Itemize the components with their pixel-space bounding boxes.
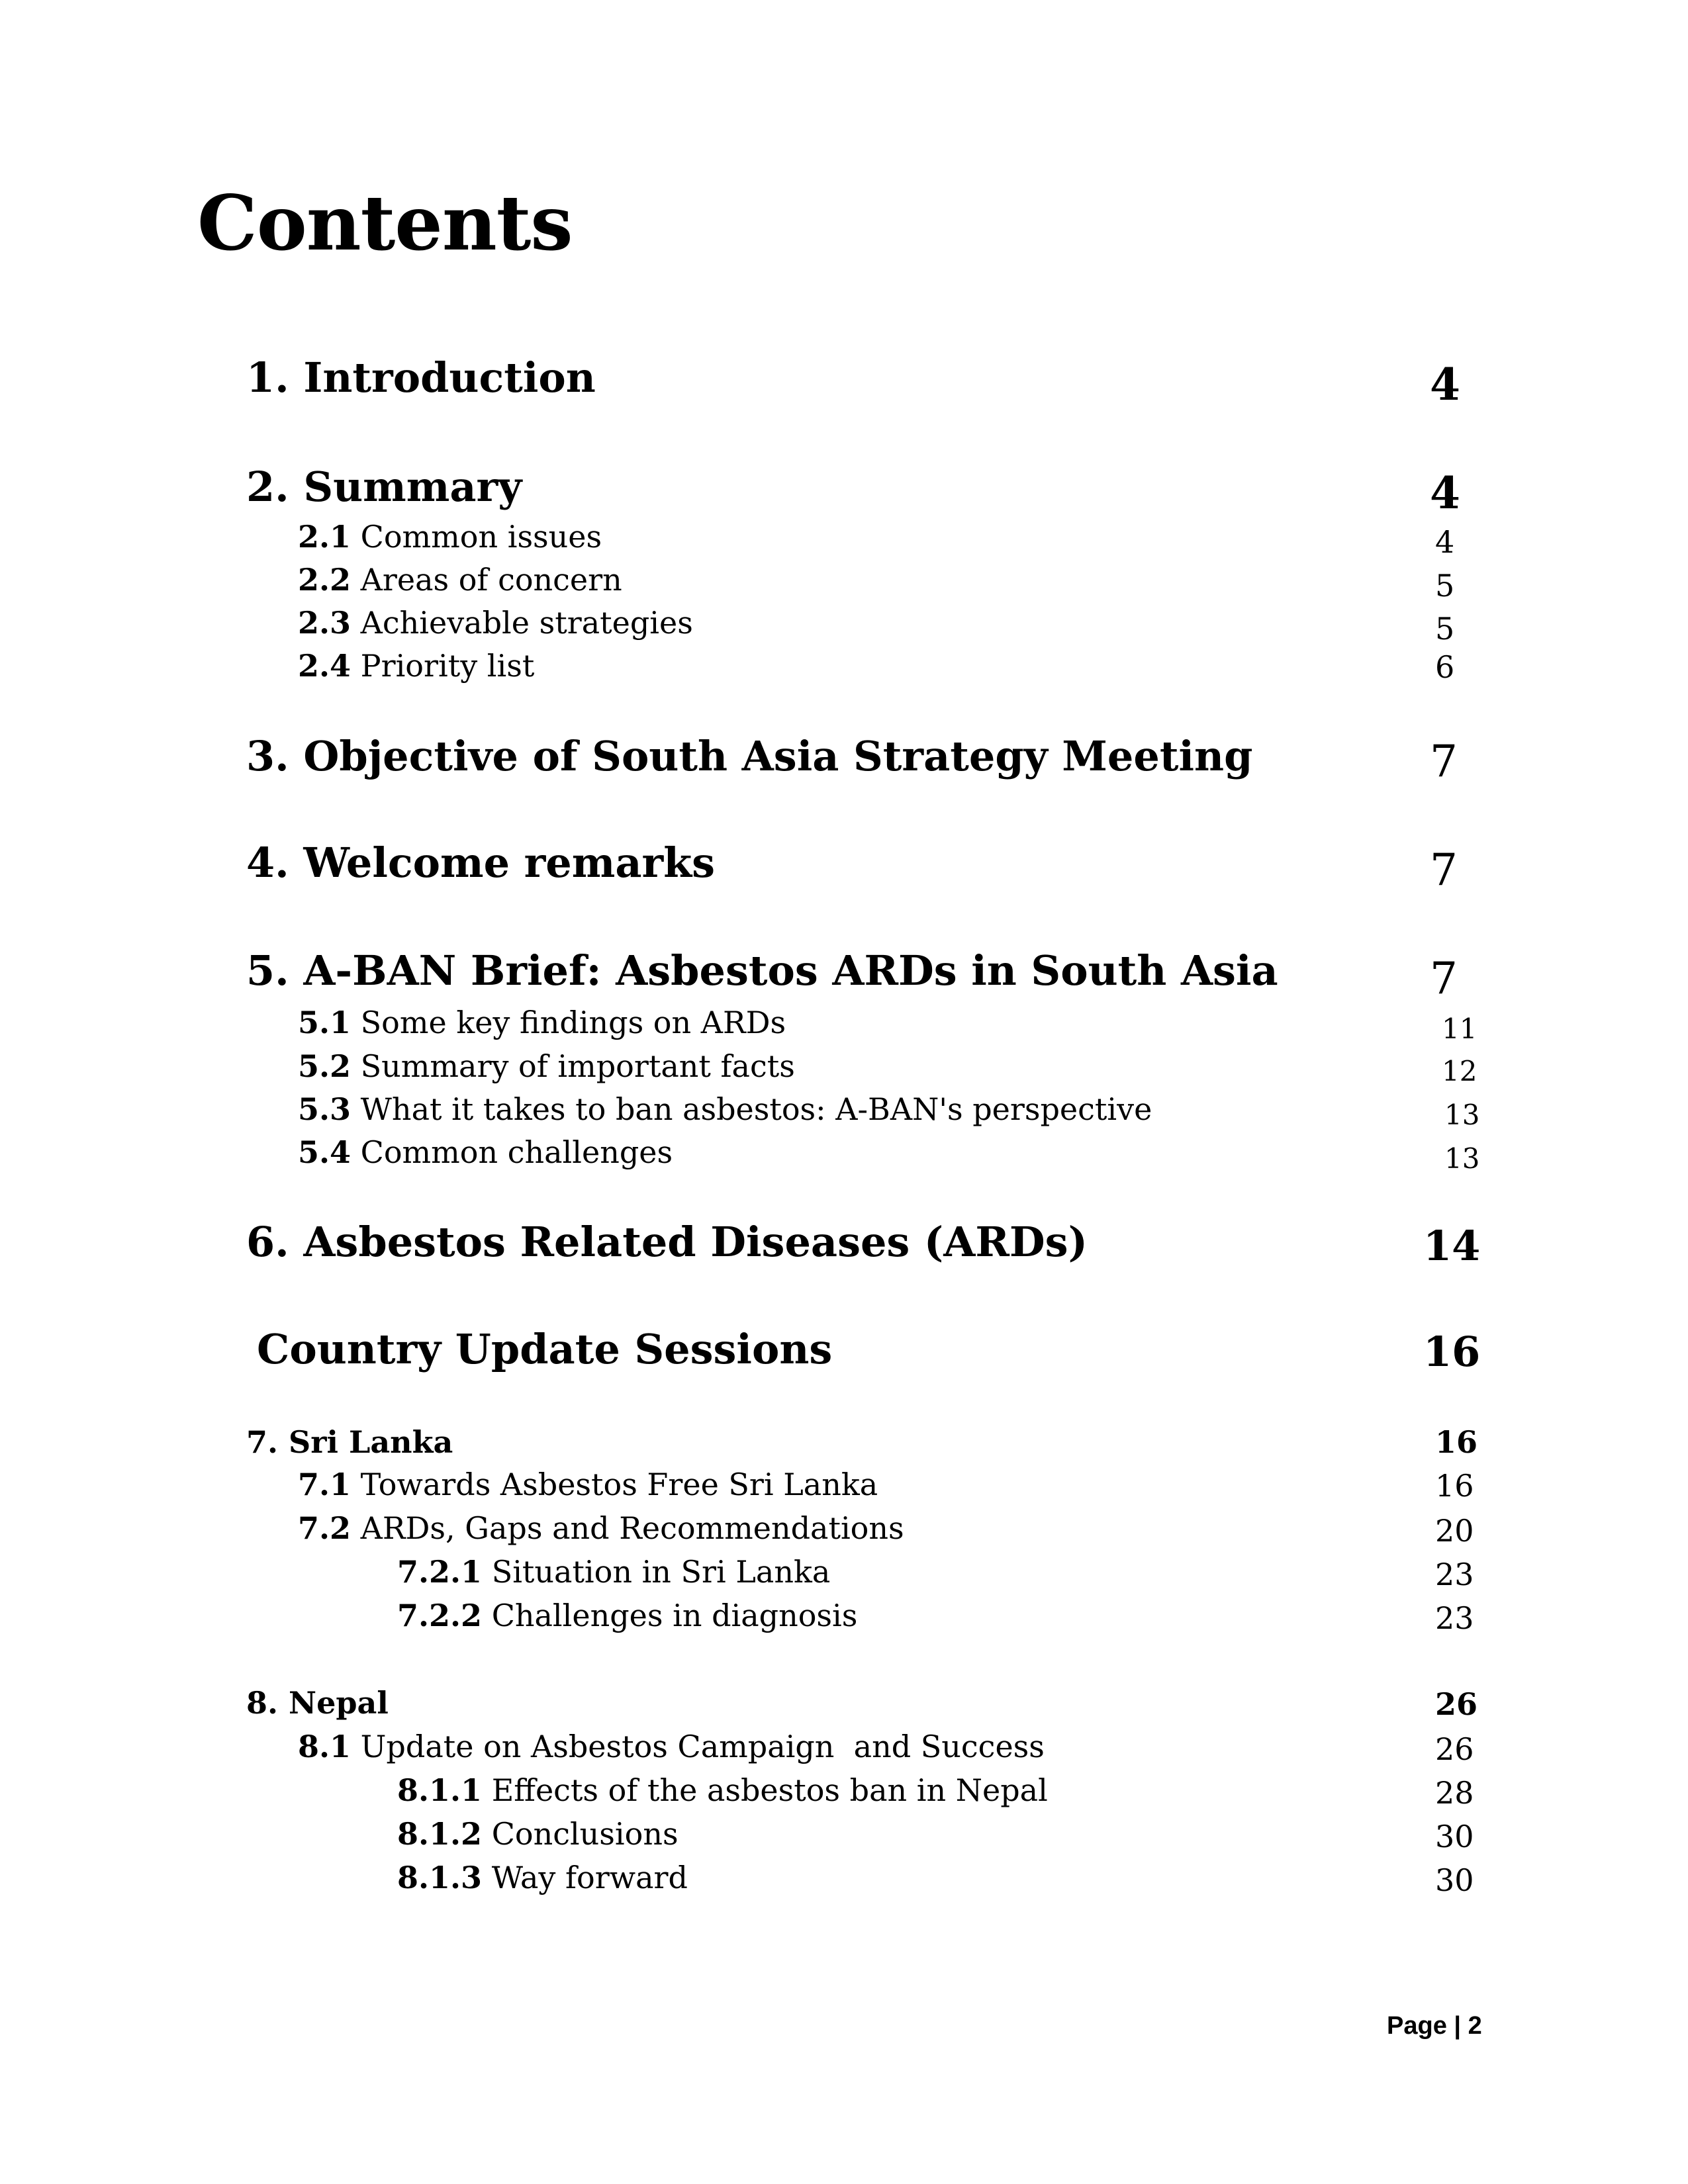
toc-entry-number: 7.2 [298, 1510, 352, 1546]
toc-entry-title: ARDs, Gaps and Recommendations [360, 1510, 904, 1546]
page-number-footer: Page | 2 [1387, 2012, 1482, 2040]
toc-entry-title: Welcome remarks [303, 839, 716, 887]
toc-entry-page-wrapper [1442, 1013, 1477, 1043]
toc-entry-aban-brief[interactable] [246, 946, 1278, 995]
toc-entry-page-wrapper [1435, 1862, 1474, 1898]
toc-entry-page-wrapper [1435, 568, 1455, 604]
toc-entry-number: 5.3 [298, 1091, 352, 1127]
toc-entry-page-wrapper [1435, 1559, 1474, 1590]
toc-entry-page-wrapper [1444, 1142, 1479, 1173]
toc-entry-common-challenges[interactable] [298, 1134, 673, 1170]
toc-entry-title: Situation in Sri Lanka [491, 1554, 831, 1590]
toc-entry-page-wrapper [1435, 1424, 1478, 1460]
toc-entry-title: Summary [303, 463, 522, 511]
toc-entry-title: Summary of important facts [360, 1048, 795, 1084]
toc-entry-title: Way forward [491, 1860, 688, 1895]
toc-entry-way-forward[interactable] [397, 1862, 688, 1893]
toc-entry-number: 8. [246, 1685, 279, 1721]
toc-entry-page-wrapper [1435, 1821, 1474, 1852]
toc-entry-areas-of-concern[interactable] [298, 562, 622, 598]
toc-entry-title: Effects of the asbestos ban in Nepal [491, 1772, 1048, 1808]
toc-entry-conclusions[interactable] [397, 1816, 679, 1852]
toc-entry-title: Country Update Sessions [257, 1325, 833, 1373]
toc-entry-title: Challenges in diagnosis [491, 1598, 858, 1633]
toc-entry-number: 4. [246, 839, 289, 887]
toc-entry-title: Areas of concern [360, 562, 622, 598]
toc-entry-asbestos-free-sri-lanka[interactable] [298, 1469, 878, 1500]
toc-entry-page-wrapper [1423, 1328, 1481, 1376]
toc-entry-page: 30 [1435, 1862, 1474, 1898]
toc-entry-page-wrapper [1430, 467, 1460, 519]
toc-entry-page-wrapper [1435, 524, 1455, 560]
toc-entry-objective[interactable] [246, 732, 1253, 780]
toc-entry-challenges-diagnosis[interactable] [397, 1600, 857, 1631]
toc-entry-number: 5. [246, 946, 289, 995]
toc-entry-page-wrapper [1430, 359, 1460, 410]
toc-entry-number: 2.2 [298, 562, 352, 598]
toc-entry-page: 6 [1435, 649, 1455, 685]
toc-entry-page: 5 [1435, 568, 1455, 604]
toc-entry-page: 7 [1430, 953, 1458, 1004]
toc-entry-country-update-sessions[interactable] [257, 1325, 833, 1373]
toc-entry-page-wrapper [1423, 1222, 1481, 1270]
toc-entry-page: 28 [1435, 1775, 1474, 1811]
toc-entry-page: 16 [1435, 1424, 1478, 1460]
toc-entry-number: 5.1 [298, 1005, 352, 1040]
toc-entry-title: Conclusions [491, 1816, 679, 1852]
toc-entry-title: Introduction [303, 353, 596, 402]
toc-entry-page-wrapper [1435, 1600, 1474, 1636]
toc-entry-number: 1. [246, 353, 289, 402]
toc-entry-sri-lanka[interactable] [246, 1424, 453, 1460]
toc-entry-page: 13 [1444, 1142, 1480, 1175]
toc-entry-title: Objective of South Asia Strategy Meeting [303, 732, 1253, 780]
toc-entry-page-wrapper [1442, 1055, 1477, 1085]
toc-entry-number: 8.1.3 [397, 1860, 483, 1895]
toc-entry-page: 26 [1435, 1731, 1474, 1767]
toc-entry-campaign-success[interactable] [298, 1731, 1045, 1762]
toc-entry-page: 7 [1430, 736, 1458, 787]
toc-entry-summary[interactable] [246, 463, 522, 511]
toc-entry-gaps-recommendations[interactable] [298, 1510, 904, 1546]
toc-entry-page: 30 [1435, 1819, 1474, 1854]
toc-entry-page-wrapper [1435, 1731, 1474, 1767]
toc-entry-number: 8.1.1 [397, 1772, 483, 1808]
toc-entry-title: Towards Asbestos Free Sri Lanka [360, 1467, 878, 1502]
toc-entry-page: 4 [1430, 359, 1460, 410]
toc-entry-key-findings[interactable] [298, 1007, 786, 1038]
toc-entry-introduction[interactable] [246, 353, 596, 402]
toc-entry-page: 16 [1423, 1328, 1481, 1376]
toc-entry-page-wrapper [1430, 953, 1458, 1004]
toc-entry-number: 7. [246, 1424, 279, 1460]
toc-entry-page: 4 [1430, 467, 1460, 519]
toc-entry-common-issues[interactable] [298, 519, 602, 555]
toc-entry-ards[interactable] [246, 1218, 1088, 1266]
toc-entry-page: 13 [1444, 1099, 1480, 1131]
toc-entry-number: 7.2.1 [397, 1554, 483, 1590]
toc-entry-title: Common issues [360, 519, 602, 555]
toc-entry-page-wrapper [1435, 1513, 1474, 1549]
toc-entry-title: What it takes to ban asbestos: A-BAN's perspective [360, 1091, 1152, 1127]
toc-entry-welcome-remarks[interactable] [246, 839, 716, 887]
toc-entry-page-wrapper [1444, 1099, 1479, 1129]
toc-entry-page-wrapper [1435, 1775, 1474, 1811]
toc-entry-number: 2.1 [298, 519, 352, 555]
toc-entry-ban-effects-nepal[interactable] [397, 1772, 1048, 1808]
toc-entry-number: 7.1 [298, 1467, 352, 1502]
page-title: Contents [197, 179, 573, 267]
toc-entry-page: 23 [1435, 1600, 1474, 1636]
toc-entry-title: Common challenges [360, 1134, 673, 1170]
toc-entry-page-wrapper [1435, 1468, 1474, 1504]
toc-entry-page-wrapper [1435, 1686, 1478, 1722]
toc-entry-page-wrapper [1430, 844, 1458, 895]
toc-entry-title: Priority list [360, 648, 535, 684]
toc-entry-page: 14 [1423, 1222, 1481, 1270]
toc-entry-situation-sri-lanka[interactable] [397, 1554, 831, 1590]
toc-entry-important-facts[interactable] [298, 1048, 795, 1084]
toc-entry-page-wrapper [1435, 611, 1455, 647]
toc-entry-title: Sri Lanka [289, 1424, 453, 1460]
toc-entry-page: 4 [1435, 524, 1455, 560]
toc-entry-page: 16 [1435, 1468, 1474, 1504]
toc-entry-number: 8.1 [298, 1729, 352, 1764]
toc-entry-title: Update on Asbestos Campaign and Success [360, 1729, 1045, 1764]
toc-entry-title: Some key findings on ARDs [360, 1005, 786, 1040]
toc-entry-number: 2. [246, 463, 289, 511]
toc-entry-page: 7 [1430, 844, 1458, 895]
toc-entry-number: 2.3 [298, 605, 352, 641]
toc-entry-number: 5.4 [298, 1134, 352, 1170]
toc-entry-ban-perspective[interactable] [298, 1091, 1152, 1127]
toc-entry-title: A-BAN Brief: Asbestos ARDs in South Asia [303, 946, 1278, 995]
toc-entry-number: 6. [246, 1218, 289, 1266]
toc-entry-number: 3. [246, 732, 289, 780]
toc-entry-number: 2.4 [298, 648, 352, 684]
toc-entry-page-wrapper [1435, 649, 1455, 685]
toc-entry-page: 5 [1435, 611, 1455, 647]
toc-entry-priority-list[interactable] [298, 648, 535, 684]
toc-entry-page: 11 [1442, 1013, 1477, 1045]
toc-entry-achievable-strategies[interactable] [298, 605, 693, 641]
toc-entry-page: 12 [1442, 1055, 1477, 1087]
toc-entry-number: 5.2 [298, 1048, 352, 1084]
toc-entry-number: 7.2.2 [397, 1598, 483, 1633]
toc-entry-page: 20 [1435, 1513, 1474, 1549]
toc-entry-title: Achievable strategies [360, 605, 693, 641]
toc-entry-number: 8.1.2 [397, 1816, 483, 1852]
toc-entry-title: Asbestos Related Diseases (ARDs) [303, 1218, 1088, 1266]
toc-entry-page-wrapper [1430, 736, 1458, 787]
toc-entry-page: 26 [1435, 1686, 1478, 1722]
toc-entry-page: 23 [1435, 1557, 1474, 1592]
toc-entry-nepal[interactable] [246, 1685, 389, 1721]
toc-entry-title: Nepal [289, 1685, 389, 1721]
